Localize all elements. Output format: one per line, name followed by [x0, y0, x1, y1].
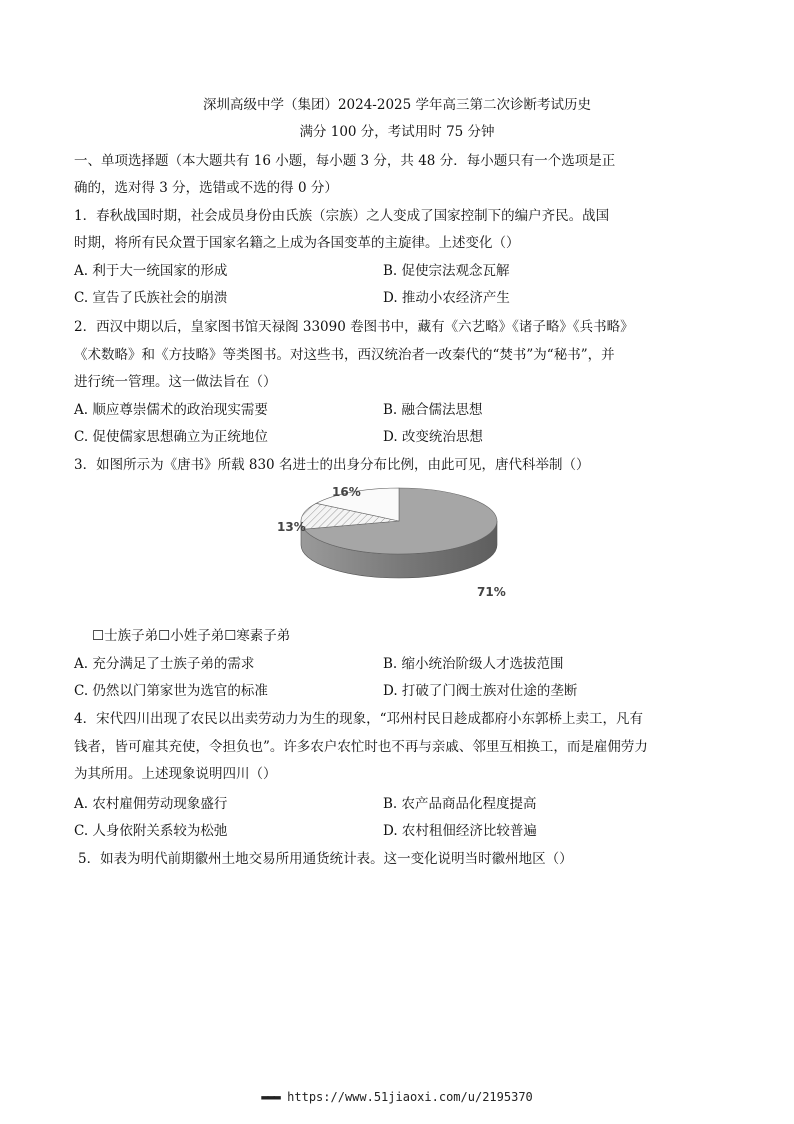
q2-option-b: B. 融合儒法思想 — [383, 402, 483, 418]
footer-url[interactable] — [0, 1090, 794, 1104]
q4-option-c: C. 人身依附关系较为松弛 — [74, 823, 228, 839]
q3-option-d: D. 打破了门阀士族对仕途的垄断 — [383, 683, 578, 699]
q2-stem-line3: 进行统一管理。这一做法旨在（） — [74, 374, 277, 390]
q1-option-a: A. 利于大一统国家的形成 — [74, 263, 228, 279]
pie-label-71pct: 71% — [477, 585, 506, 599]
q4-option-a: A. 农村雇佣劳动现象盛行 — [74, 796, 228, 812]
q2-stem-line2: 《术数略》和《方技略》等类图书。对这些书，西汉统治者一改秦代的“焚书”为“秘书”，并 — [74, 347, 615, 363]
exam-subtitle: 满分 100 分，考试用时 75 分钟 — [299, 124, 495, 140]
q2-option-c: C. 促使儒家思想确立为正统地位 — [74, 429, 268, 445]
pie-chart — [262, 478, 532, 608]
q4-stem-line1: 4．宋代四川出现了农民以出卖劳动力为生的现象，“邛州村民日趁成都府小东郭桥上卖工，凡有 — [74, 711, 643, 727]
q3-option-b: B. 缩小统治阶级人才选拔范围 — [383, 656, 564, 672]
q4-option-b: B. 农产品商品化程度提高 — [383, 796, 537, 812]
footer-url-text[interactable]: https://www.51jiaoxi.com/u/2195370 — [287, 1090, 533, 1104]
q4-stem-line2: 钱者，皆可雇其充使，令担负也”。许多农户农忙时也不再与亲戚、邻里互相换工，而是雇佣劳力 — [74, 739, 648, 755]
q5-stem-line1: 5．如表为明代前期徽州土地交易所用通货统计表。这一变化说明当时徽州地区（） — [78, 851, 573, 867]
q3-option-a: A. 充分满足了士族子弟的需求 — [74, 656, 255, 672]
q2-option-d: D. 改变统治思想 — [383, 429, 483, 445]
q3-stem-line1: 3．如图所示为《唐书》所载 830 名进士的出身分布比例，由此可见，唐代科举制（） — [74, 457, 590, 473]
q1-stem-line2: 时期，将所有民众置于国家名籍之上成为各国变革的主旋律。上述变化（） — [74, 235, 520, 251]
q1-option-b: B. 促使宗法观念瓦解 — [383, 263, 510, 279]
pie-label-13pct: 13% — [277, 520, 306, 534]
section-heading-line1: 一、单项选择题（本大题共有 16 小题，每小题 3 分，共 48 分．每小题只有一个选项是正 — [74, 153, 616, 169]
exam-title: 深圳高级中学（集团）2024-2025 学年高三第二次诊断考试历史 — [202, 97, 592, 113]
q1-option-c: C. 宣告了氏族社会的崩溃 — [74, 290, 228, 306]
q3-option-c: C. 仍然以门第家世为选官的标准 — [74, 683, 268, 699]
q2-option-a: A. 顺应尊崇儒术的政治现实需要 — [74, 402, 268, 418]
q4-option-d: D. 农村租佃经济比较普遍 — [383, 823, 537, 839]
q1-stem-line1: 1．春秋战国时期，社会成员身份由氏族（宗族）之人变成了国家控制下的编户齐民。战国 — [74, 208, 610, 224]
q1-option-d: D. 推动小农经济产生 — [383, 290, 510, 306]
section-heading-line2: 确的，选对得 3 分，选错或不选的得 0 分） — [74, 180, 338, 196]
q2-stem-line1: 2．西汉中期以后，皇家图书馆天禄阁 33090 卷图书中，藏有《六艺略》《诸子略》《兵书略》 — [74, 319, 634, 335]
pie-legend: ☐士族子弟☐小姓子弟☐寒素子弟 — [92, 628, 291, 644]
pie-label-16pct: 16% — [332, 485, 361, 499]
q4-stem-line3: 为其所用。上述现象说明四川（） — [74, 766, 277, 782]
footer-logo-mark: ▬▬▬ — [261, 1090, 280, 1104]
